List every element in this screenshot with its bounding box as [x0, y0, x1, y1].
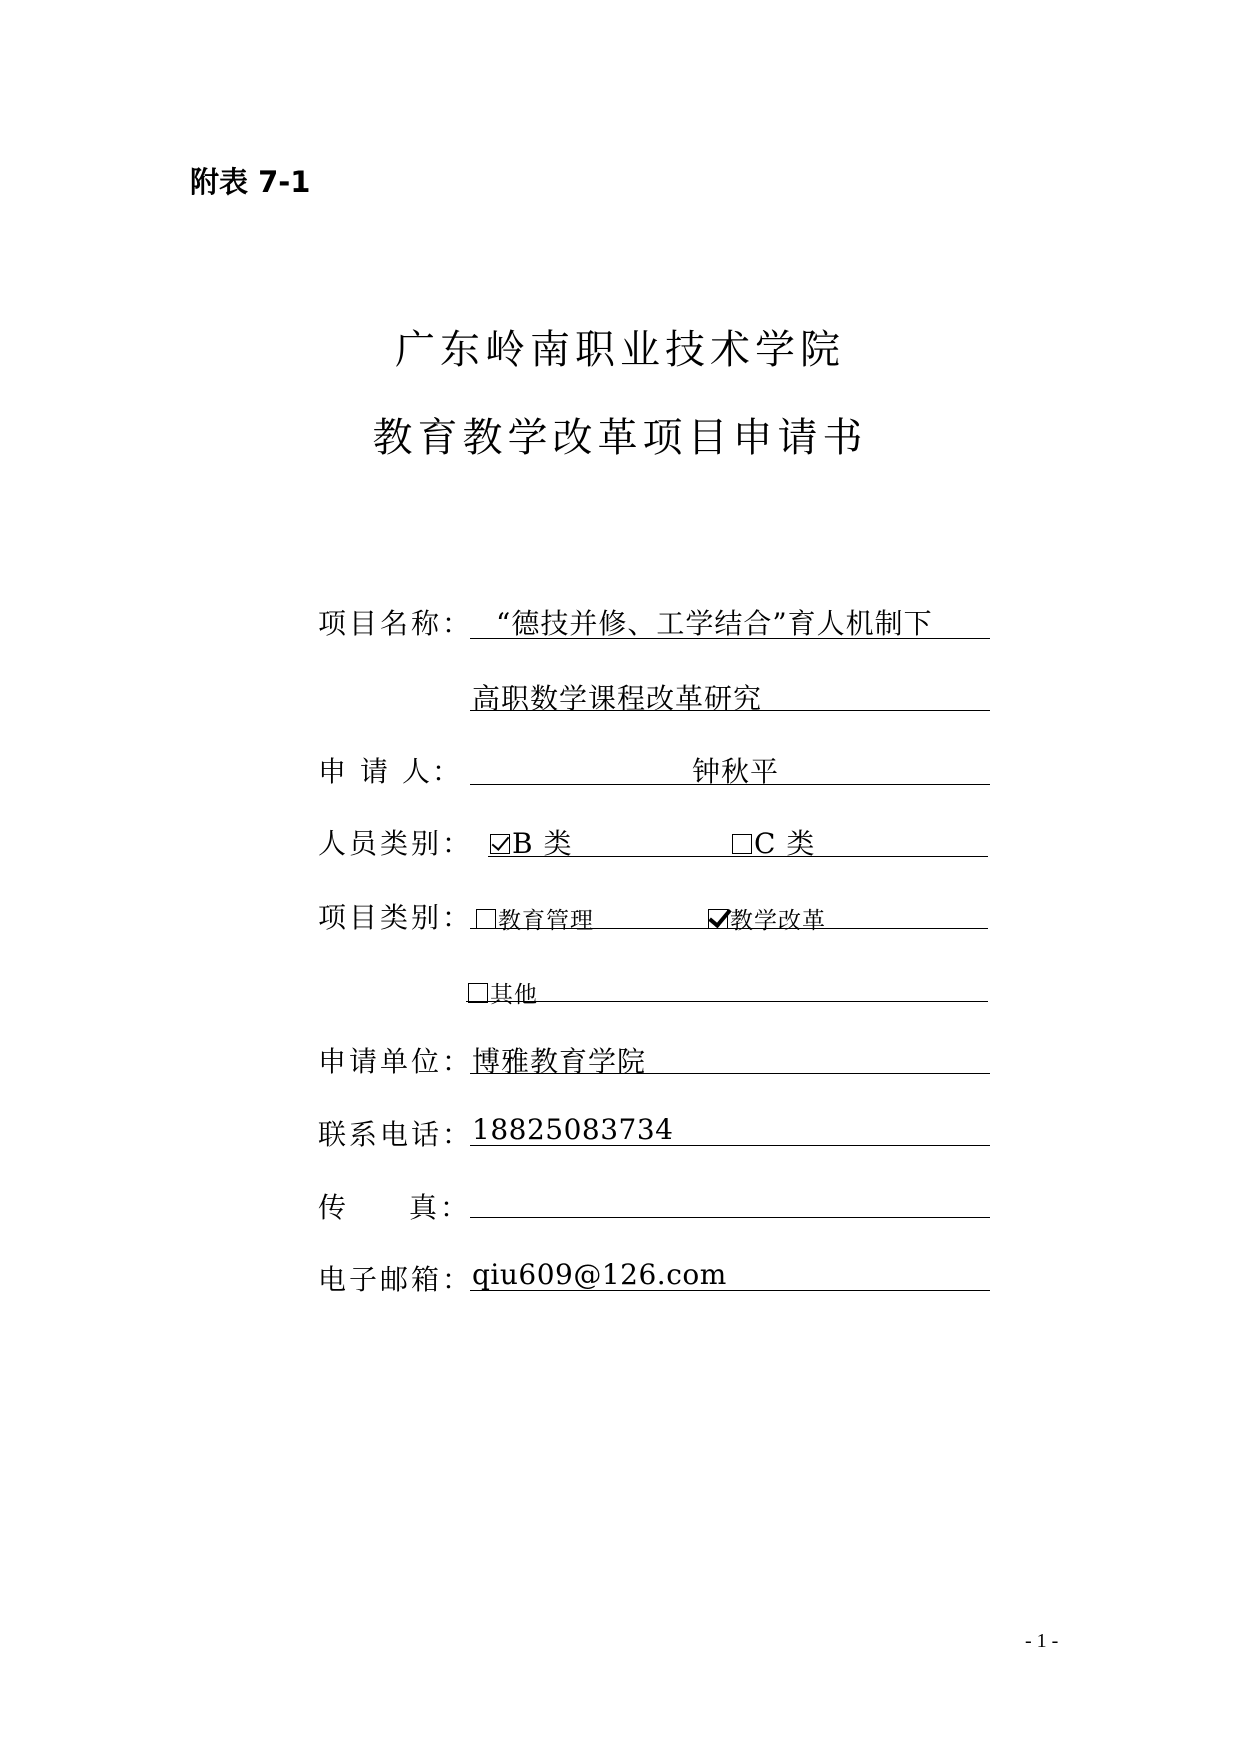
category-option-reform[interactable] [708, 902, 826, 935]
checkbox-b-checked-icon[interactable] [490, 834, 510, 854]
applicant-value: 钟秋平 [692, 755, 780, 788]
checkbox-management-icon[interactable] [476, 909, 496, 929]
document-title: 教育教学改革项目申请书 [372, 415, 868, 461]
option-b-label: B 类 [512, 827, 573, 860]
project-name-value-line2: 高职数学课程改革研究 [472, 682, 763, 715]
email-label: 电子邮箱： [318, 1263, 474, 1296]
checkbox-c-icon[interactable] [732, 834, 752, 854]
project-category-underline-1 [470, 928, 988, 929]
project-name-underline-2 [470, 710, 990, 711]
project-category-underline-2 [466, 1001, 988, 1002]
option-reform-label: 教学改革 [730, 908, 826, 934]
unit-underline [470, 1073, 990, 1074]
category-option-management[interactable] [476, 902, 594, 935]
checkbox-other-icon[interactable] [468, 983, 488, 1003]
personnel-category-label: 人员类别： [318, 827, 474, 860]
personnel-underline [488, 856, 988, 857]
project-category-label: 项目类别： [318, 901, 474, 934]
attachment-number: 附表 7-1 [190, 165, 311, 199]
email-underline [470, 1290, 990, 1291]
option-other-label: 其他 [490, 982, 538, 1008]
page-number: - 1 - [1025, 1630, 1059, 1652]
phone-value: 18825083734 [472, 1113, 674, 1146]
phone-label: 联系电话： [318, 1118, 474, 1151]
unit-label: 申请单位： [318, 1045, 474, 1078]
fax-underline [470, 1217, 990, 1218]
college-name: 广东岭南职业技术学院 [395, 327, 845, 373]
phone-underline [470, 1145, 990, 1146]
project-name-label: 项目名称： [318, 607, 474, 640]
project-name-underline-1 [470, 638, 990, 639]
project-name-value-line1: “德技并修、工学结合”育人机制下 [496, 607, 933, 640]
applicant-label: 申请人： [318, 755, 463, 788]
checkbox-reform-checked-icon[interactable] [708, 909, 728, 929]
option-management-label: 教育管理 [498, 908, 594, 934]
email-value: qiu609@126.com [472, 1258, 727, 1291]
unit-value: 博雅教育学院 [472, 1045, 647, 1078]
fax-label: 传真： [318, 1191, 472, 1224]
category-option-other[interactable] [468, 976, 538, 1009]
option-c-label: C 类 [754, 827, 816, 860]
applicant-underline [470, 784, 990, 785]
